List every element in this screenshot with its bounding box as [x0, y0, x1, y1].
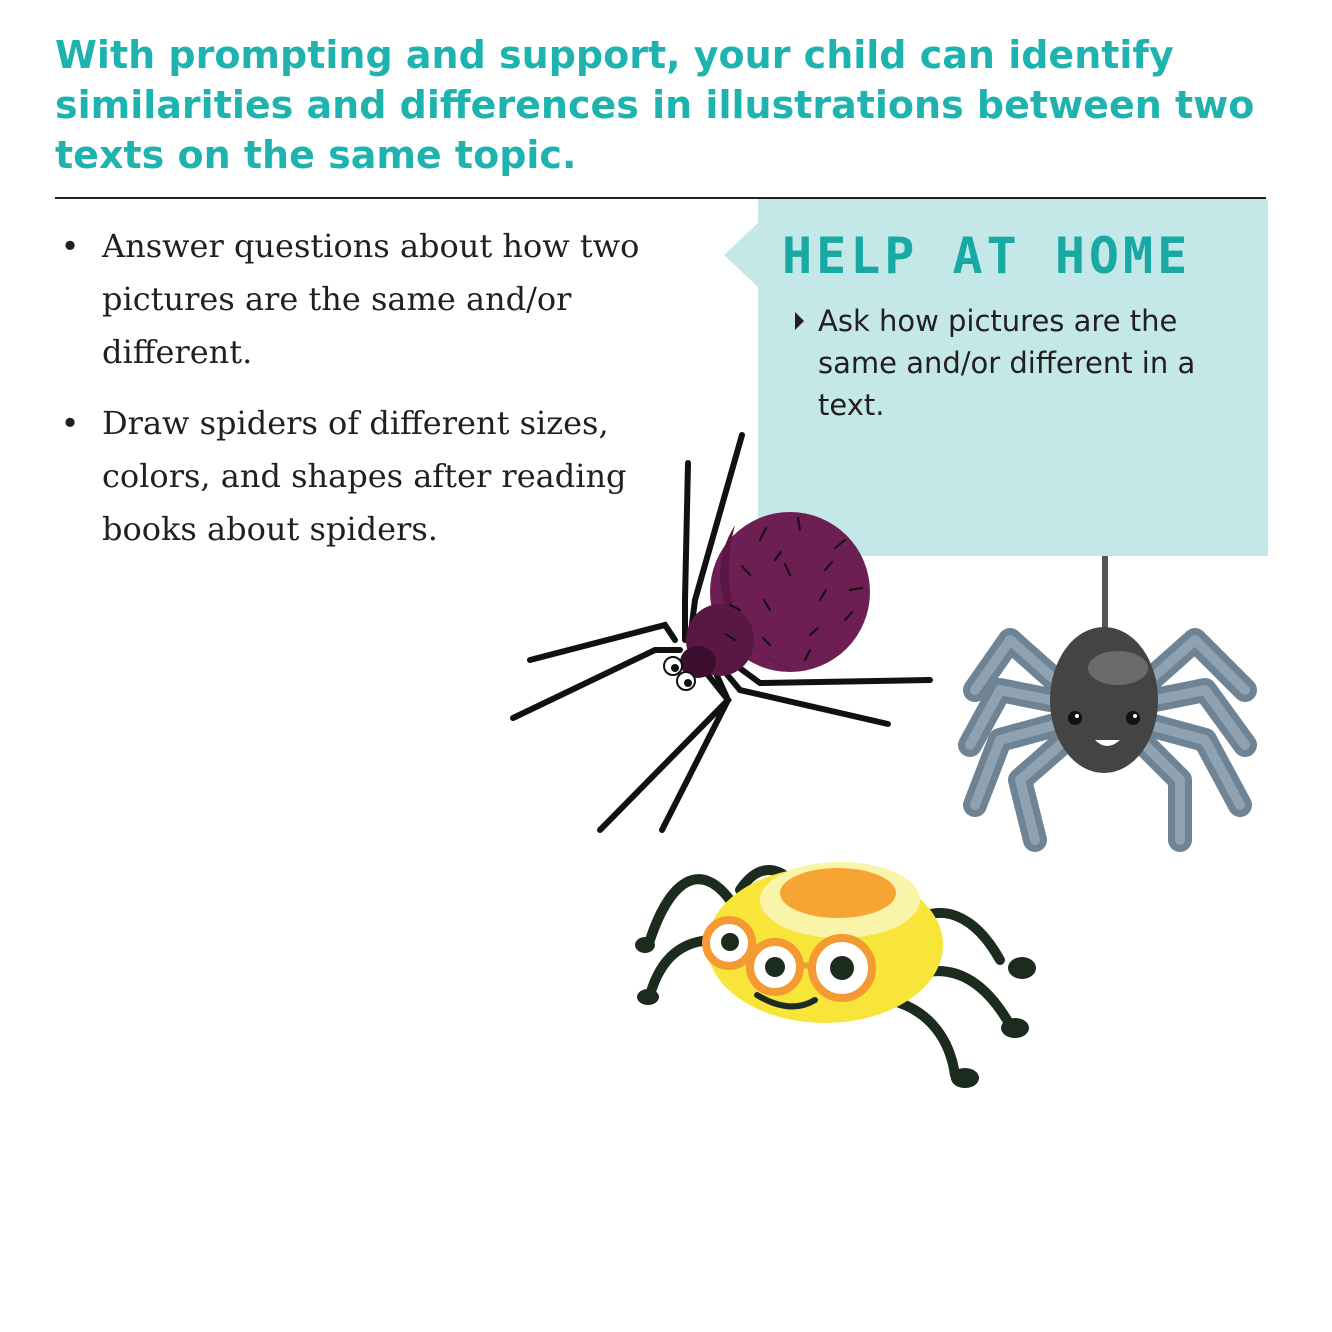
bullet-dot-icon: •	[60, 404, 80, 442]
gray-spider-icon	[945, 555, 1270, 855]
purple-spider-icon	[500, 425, 940, 845]
bullet-triangle-icon	[795, 312, 804, 330]
help-box-pointer	[724, 222, 759, 288]
help-at-home-title: HELP AT HOME	[782, 227, 1192, 285]
list-item-text: Draw spiders of different sizes, colors, and shapes after reading books about spiders.	[102, 404, 627, 548]
help-at-home-item	[795, 300, 1215, 426]
list-item-text: Answer questions about how two pictures are the same and/or different.	[102, 227, 640, 371]
list-item	[60, 220, 700, 379]
page-headline: With prompting and support, your child can identify similarities and differences in illustrations between two texts on the same topic.	[55, 33, 1255, 177]
help-item-text: Ask how pictures are the same and/or different in a text.	[818, 304, 1196, 422]
yellow-spider-icon	[630, 855, 1045, 1100]
bullet-dot-icon: •	[60, 227, 80, 265]
